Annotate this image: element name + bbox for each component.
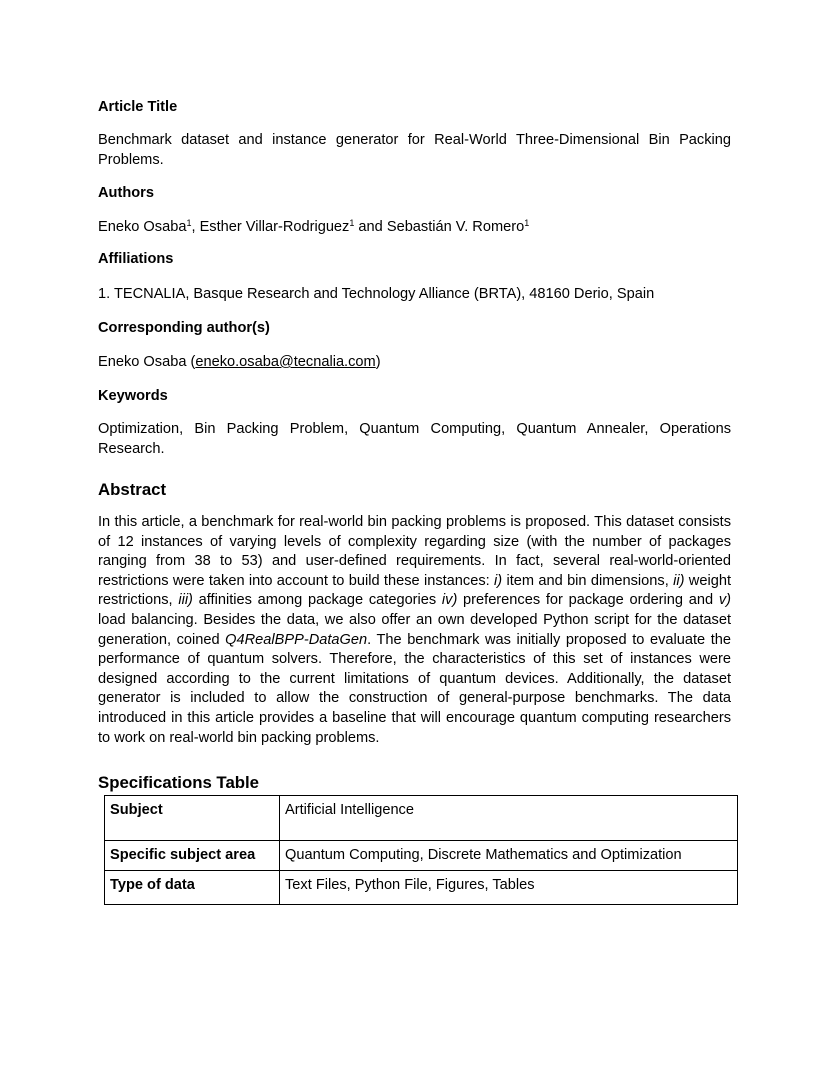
table-row [105, 796, 738, 841]
corresponding-heading: Corresponding author(s) [98, 320, 270, 336]
spec-table-heading: Specifications Table [98, 773, 260, 792]
abstract-text: In this article, a benchmark for real-world bin packing problems is proposed. This dataset consists of 12 instances of varying levels of complexity regarding size (with the number of packages ranging from 38 to 53) and user-defined requirements. In fact, several real-world-oriented restrictions were taken into account to build these instances: i) item and bin dimensions, ii) weight restrictions, iii) affinities among package categories iv) preferences for package ordering and v) load balancing. Besides the data, we also offer an own developed Python script for the dataset generation, coined Q4RealBPP-DataGen. The benchmark was initially proposed to evaluate the performance of quantum solvers. Therefore, the characteristics of this set of instances were designed according to the current limitations of quantum devices. Additionally, the dataset generator is included to allow the construction of general-purpose benchmarks. The data introduced in this article provides a baseline that will encourage quantum computing researchers to work on real-world bin packing problems. [98, 514, 731, 746]
keywords-heading: Keywords [98, 388, 168, 404]
table-row [105, 871, 738, 905]
authors-heading: Authors [98, 185, 154, 201]
tool-name: Q4RealBPP-DataGen [225, 631, 368, 648]
author-name: Sebastián V. Romero [386, 219, 525, 235]
author-affiliation-mark: 1 [186, 218, 192, 228]
corresponding-name: Eneko Osaba ( [98, 354, 196, 370]
spec-value: Quantum Computing, Discrete Mathematics and Optimization [280, 841, 738, 871]
specifications-table [104, 795, 738, 905]
author-name: Eneko Osaba [98, 219, 187, 235]
author-separator: , [191, 219, 200, 235]
spec-value: Artificial Intelligence [280, 796, 738, 841]
keywords-text: Optimization, Bin Packing Problem, Quantum Computing, Quantum Annealer, Operations Research. [98, 421, 731, 457]
spec-key: Subject [105, 796, 280, 841]
article-title-text: Benchmark dataset and instance generator for Real-World Three-Dimensional Bin Packing Problems. [98, 132, 731, 168]
author-separator: and [354, 219, 387, 235]
article-title-heading: Article Title [98, 99, 178, 115]
author-affiliation-mark: 1 [349, 218, 355, 228]
author-affiliation-mark: 1 [524, 218, 530, 228]
authors-list [98, 218, 529, 236]
affiliation-text: 1. TECNALIA, Basque Research and Technology Alliance (BRTA), 48160 Derio, Spain [98, 286, 655, 302]
spec-key: Specific subject area [105, 841, 280, 871]
corresponding-close: ) [375, 354, 381, 370]
table-row [105, 841, 738, 871]
email-link[interactable]: eneko.osaba@tecnalia.com [195, 354, 376, 370]
spec-key: Type of data [105, 871, 280, 905]
spec-value: Text Files, Python File, Figures, Tables [280, 871, 738, 905]
affiliations-heading: Affiliations [98, 251, 174, 267]
abstract-heading: Abstract [98, 480, 167, 499]
author-name: Esther Villar-Rodriguez [199, 219, 350, 235]
corresponding-author [98, 353, 381, 371]
